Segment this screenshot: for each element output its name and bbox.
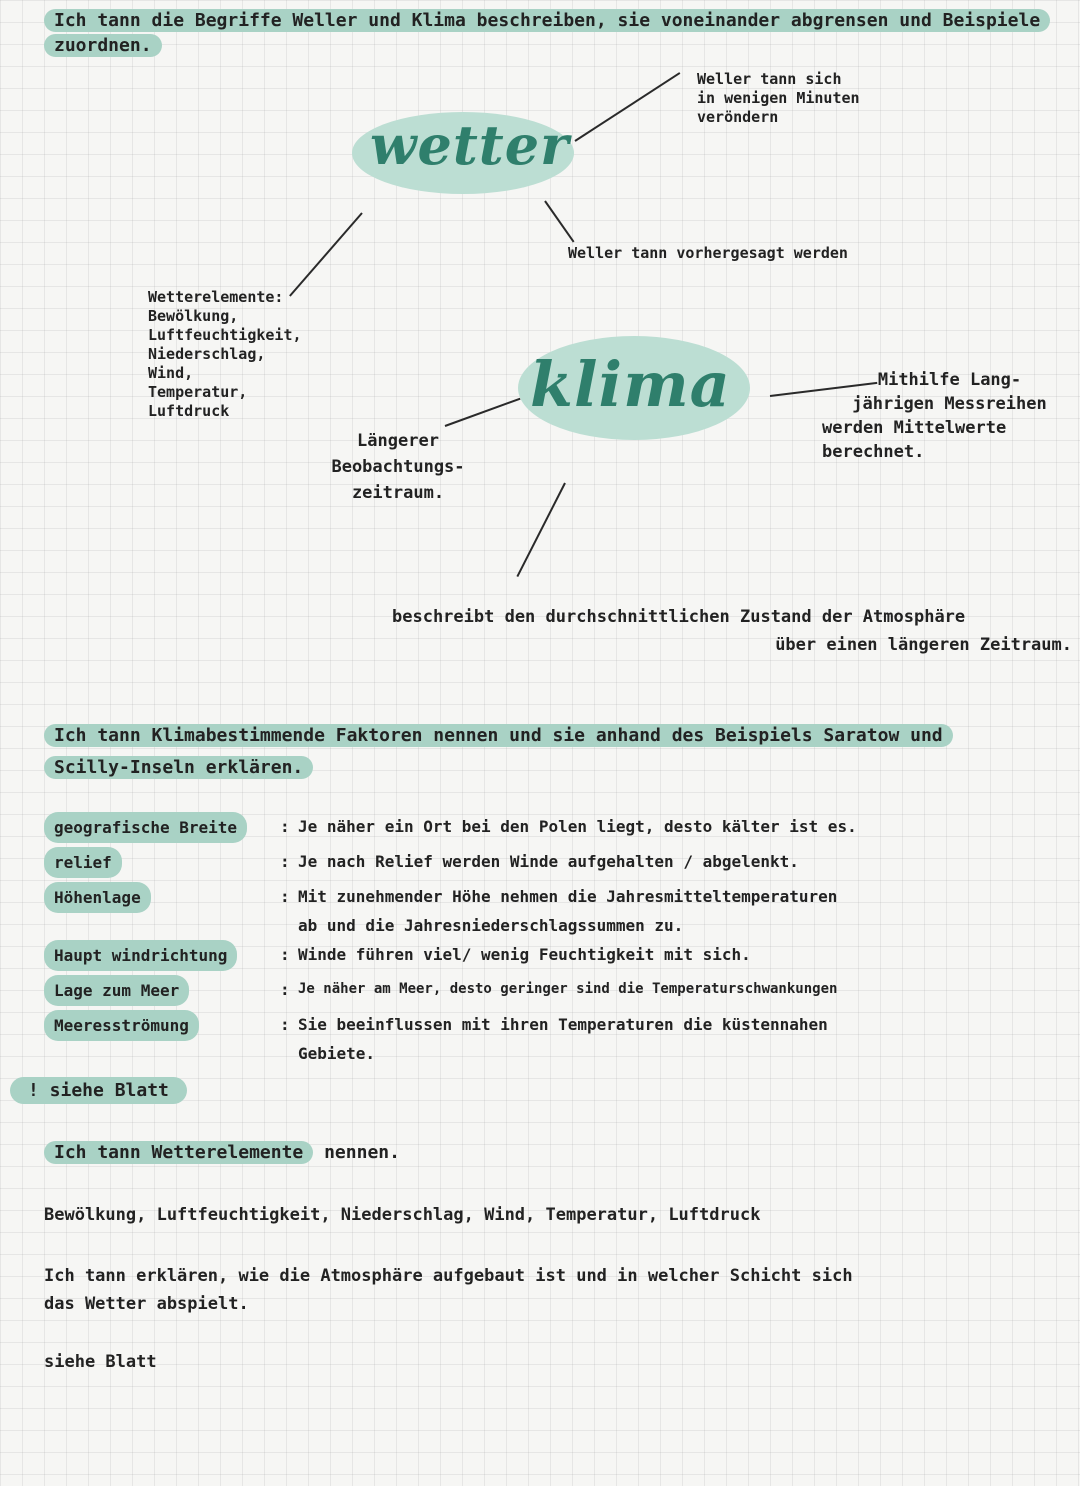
note-line: Weller tann sich bbox=[697, 70, 842, 88]
goal-3-text: Ich tann Wetterelemente bbox=[44, 1141, 313, 1164]
factor-row: Meeresströmung : Sie beeinflussen mit ihren Temperaturen die küstennahen Gebiete. bbox=[44, 1010, 1074, 1068]
factor-text: Je näher ein Ort bei den Polen liegt, desto kälter ist es. bbox=[298, 817, 857, 836]
goal-2-text: Ich tann Klimabestimmende Faktoren nennen und sie anhand des Beispiels Saratow und Scilly-Inseln erklären. bbox=[44, 724, 953, 779]
list-item: Temperatur, bbox=[148, 383, 248, 401]
note-line: Beobachtungs- bbox=[331, 457, 465, 477]
wetter-title: wetter bbox=[370, 113, 570, 177]
list-item: Luftfeuchtigkeit, bbox=[148, 326, 302, 344]
list-item: Luftdruck bbox=[148, 402, 230, 420]
klima-observation-note bbox=[318, 428, 478, 506]
see-sheet-note-1 bbox=[10, 1078, 187, 1103]
factor-row: Höhenlage : Mit zunehmender Höhe nehmen die Jahresmitteltemperaturen ab und die Jahresniederschlagssummen zu. bbox=[44, 882, 1074, 940]
note-line: Mithilfe Lang- bbox=[877, 370, 1022, 390]
klima-definition bbox=[392, 603, 1072, 659]
list-item: Bewölkung, bbox=[148, 307, 239, 325]
learning-goal-2 bbox=[44, 720, 1004, 784]
note-line: veröndern bbox=[697, 108, 779, 126]
factor-text: Sie beeinflussen mit ihren Temperaturen die küstennahen bbox=[298, 1015, 828, 1034]
factor-row: geografische Breite : Je näher ein Ort bei den Polen liegt, desto kälter ist es. bbox=[44, 812, 1074, 847]
factor-text: Winde führen viel/ wenig Feuchtigkeit mit sich. bbox=[298, 945, 751, 964]
factor-label: Meeresströmung bbox=[44, 1010, 199, 1041]
goal-3-suffix: nennen. bbox=[324, 1142, 400, 1163]
note-line: werden Mittelwerte bbox=[822, 418, 1007, 438]
factor-text: Je nach Relief werden Winde aufgehalten / abgelenkt. bbox=[298, 852, 799, 871]
learning-goal-1 bbox=[44, 8, 1054, 58]
connector-line bbox=[445, 398, 521, 427]
see-sheet-1-text: ! siehe Blatt bbox=[10, 1077, 187, 1104]
learning-goal-4 bbox=[44, 1262, 1074, 1318]
factor-label: Haupt windrichtung bbox=[44, 940, 237, 971]
list-item: Wind, bbox=[148, 364, 194, 382]
factor-row: Haupt windrichtung : Winde führen viel/ wenig Feuchtigkeit mit sich. bbox=[44, 940, 1074, 975]
factor-row: relief : Je nach Relief werden Winde aufgehalten / abgelenkt. bbox=[44, 847, 1074, 882]
wetterelemente-list bbox=[148, 288, 302, 421]
klima-longterm-note bbox=[822, 368, 1077, 464]
factor-text: ab und die Jahresniederschlagssummen zu. bbox=[298, 916, 684, 935]
definition-line: über einen längeren Zeitraum. bbox=[775, 635, 1072, 655]
goal-4-line: Ich tann erklären, wie die Atmosphäre aufgebaut ist und in welcher Schicht sich bbox=[44, 1266, 853, 1286]
wetterelemente-heading: Wetterelemente: bbox=[148, 288, 284, 306]
factor-label: geografische Breite bbox=[44, 812, 247, 843]
list-item: Niederschlag, bbox=[148, 345, 266, 363]
learning-goal-3 bbox=[44, 1140, 400, 1165]
connector-line bbox=[516, 483, 565, 577]
wetter-forecast-note: Weller tann vorhergesagt werden bbox=[568, 244, 848, 262]
note-line: zeitraum. bbox=[351, 483, 445, 503]
connector-line bbox=[289, 212, 363, 296]
note-line: Längerer bbox=[357, 431, 439, 451]
note-line: in wenigen Minuten bbox=[697, 89, 860, 107]
factor-text: Mit zunehmender Höhe nehmen die Jahresmitteltemperaturen bbox=[298, 887, 838, 906]
elements-list: Bewölkung, Luftfeuchtigkeit, Niederschlag, Wind, Temperatur, Luftdruck bbox=[44, 1205, 761, 1225]
factor-row: Lage zum Meer : Je näher am Meer, desto geringer sind die Temperaturschwankungen bbox=[44, 975, 1074, 1010]
factor-label: relief bbox=[44, 847, 122, 878]
connector-line bbox=[544, 200, 574, 242]
factor-text: Gebiete. bbox=[298, 1044, 376, 1063]
factor-text: Je näher am Meer, desto geringer sind die Temperaturschwankungen bbox=[298, 981, 838, 997]
klima-title: klima bbox=[530, 348, 731, 421]
wetter-change-note bbox=[697, 70, 860, 127]
factor-label: Lage zum Meer bbox=[44, 975, 189, 1006]
note-line: berechnet. bbox=[822, 442, 925, 462]
goal-1-text: Ich tann die Begriffe Weller und Klima beschreiben, sie voneinander abgrensen und Beispiele zuordnen. bbox=[44, 9, 1050, 57]
factors-table bbox=[44, 812, 1074, 1068]
see-sheet-note-2: siehe Blatt bbox=[44, 1352, 157, 1372]
note-line: jährigen Messreihen bbox=[852, 394, 1047, 414]
factor-label: Höhenlage bbox=[44, 882, 151, 913]
goal-4-line: das Wetter abspielt. bbox=[44, 1294, 249, 1314]
definition-line: beschreibt den durchschnittlichen Zustand der Atmosphäre bbox=[392, 607, 966, 627]
connector-line bbox=[574, 72, 680, 142]
